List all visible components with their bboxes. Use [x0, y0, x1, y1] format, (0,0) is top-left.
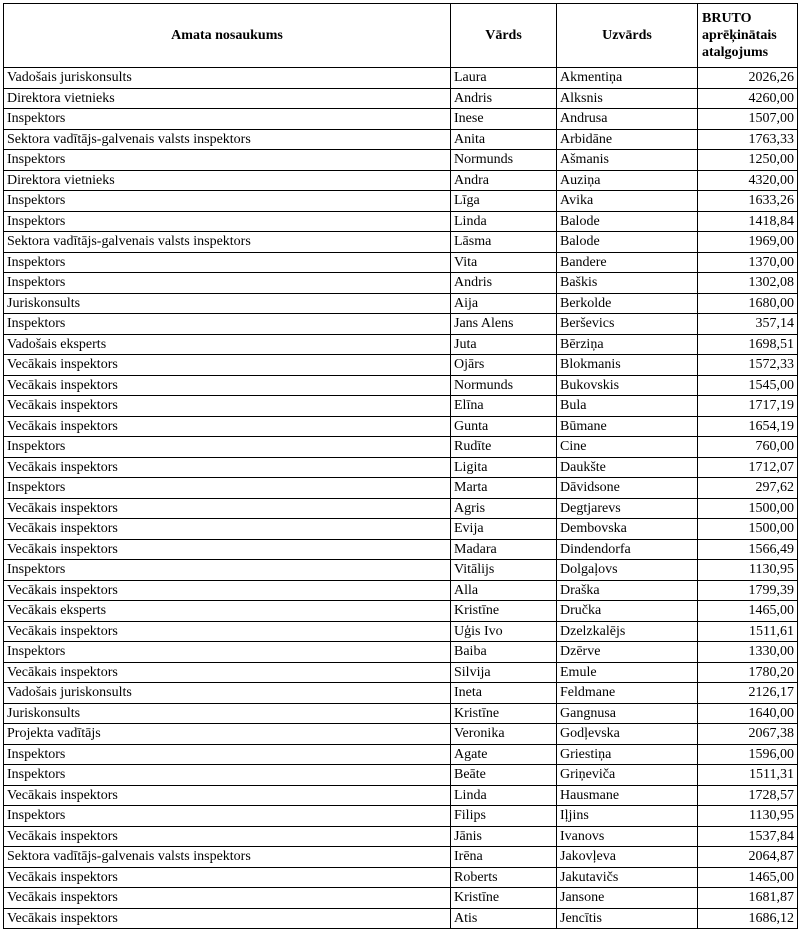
last-name-cell: Dručka: [557, 601, 698, 622]
table-row: [4, 621, 798, 642]
table-row: [4, 437, 798, 458]
first-name-cell: Anita: [451, 129, 557, 150]
first-name-cell: Lāsma: [451, 232, 557, 253]
salary-cell: 1780,20: [698, 662, 798, 683]
table-row: [4, 806, 798, 827]
position-cell: Inspektors: [4, 109, 451, 130]
first-name-cell: Vita: [451, 252, 557, 273]
first-name-cell: Normunds: [451, 375, 557, 396]
table-row: [4, 170, 798, 191]
salary-cell: 1465,00: [698, 867, 798, 888]
table-row: [4, 252, 798, 273]
table-row: [4, 191, 798, 212]
position-cell: Projekta vadītājs: [4, 724, 451, 745]
first-name-cell: Beāte: [451, 765, 557, 786]
table-row: [4, 744, 798, 765]
salary-cell: 2026,26: [698, 68, 798, 89]
first-name-cell: Baiba: [451, 642, 557, 663]
salary-cell: 1633,26: [698, 191, 798, 212]
table-row: [4, 560, 798, 581]
last-name-cell: Daukšte: [557, 457, 698, 478]
last-name-cell: Balode: [557, 211, 698, 232]
position-cell: Vecākais inspektors: [4, 888, 451, 909]
last-name-cell: Dindendorfa: [557, 539, 698, 560]
last-name-cell: Alksnis: [557, 88, 698, 109]
first-name-cell: Agris: [451, 498, 557, 519]
salary-table: [3, 3, 798, 929]
first-name-cell: Atis: [451, 908, 557, 929]
table-row: [4, 396, 798, 417]
first-name-cell: Veronika: [451, 724, 557, 745]
salary-cell: 1681,87: [698, 888, 798, 909]
salary-cell: 1130,95: [698, 560, 798, 581]
salary-cell: 2126,17: [698, 683, 798, 704]
table-row: [4, 293, 798, 314]
position-cell: Vecākais inspektors: [4, 396, 451, 417]
last-name-cell: Dāvidsone: [557, 478, 698, 499]
position-cell: Inspektors: [4, 211, 451, 232]
position-cell: Sektora vadītājs-galvenais valsts inspektors: [4, 129, 451, 150]
last-name-cell: Blokmanis: [557, 355, 698, 376]
last-name-cell: Jansone: [557, 888, 698, 909]
position-cell: Vecākais inspektors: [4, 580, 451, 601]
last-name-cell: Berkolde: [557, 293, 698, 314]
position-cell: Vecākais inspektors: [4, 662, 451, 683]
header-first-name: Vārds: [451, 4, 557, 68]
first-name-cell: Juta: [451, 334, 557, 355]
salary-cell: 4260,00: [698, 88, 798, 109]
header-salary: [698, 4, 798, 68]
salary-cell: 2067,38: [698, 724, 798, 745]
first-name-cell: Inese: [451, 109, 557, 130]
last-name-cell: Arbidāne: [557, 129, 698, 150]
first-name-cell: Kristīne: [451, 601, 557, 622]
table-row: [4, 765, 798, 786]
position-cell: Inspektors: [4, 560, 451, 581]
position-cell: Vecākais inspektors: [4, 785, 451, 806]
salary-cell: 1799,39: [698, 580, 798, 601]
table-row: [4, 457, 798, 478]
table-row: [4, 662, 798, 683]
last-name-cell: Bukovskis: [557, 375, 698, 396]
salary-cell: 1596,00: [698, 744, 798, 765]
last-name-cell: Ivanovs: [557, 826, 698, 847]
position-cell: Inspektors: [4, 642, 451, 663]
last-name-cell: Balode: [557, 232, 698, 253]
position-cell: Juriskonsults: [4, 703, 451, 724]
first-name-cell: Madara: [451, 539, 557, 560]
first-name-cell: Ligita: [451, 457, 557, 478]
header-salary-line2: aprēķinātais: [702, 28, 777, 43]
position-cell: Inspektors: [4, 191, 451, 212]
position-cell: Vecākais inspektors: [4, 355, 451, 376]
last-name-cell: Degtjarevs: [557, 498, 698, 519]
first-name-cell: Uģis Ivo: [451, 621, 557, 642]
first-name-cell: Silvija: [451, 662, 557, 683]
table-row: [4, 580, 798, 601]
position-cell: Inspektors: [4, 273, 451, 294]
last-name-cell: Iļjins: [557, 806, 698, 827]
position-cell: Inspektors: [4, 437, 451, 458]
salary-cell: 1572,33: [698, 355, 798, 376]
last-name-cell: Ašmanis: [557, 150, 698, 171]
table-row: [4, 683, 798, 704]
salary-cell: 1511,31: [698, 765, 798, 786]
table-row: [4, 519, 798, 540]
header-salary-line3: atalgojums: [702, 45, 769, 60]
first-name-cell: Vitālijs: [451, 560, 557, 581]
last-name-cell: Akmentiņa: [557, 68, 698, 89]
table-row: [4, 498, 798, 519]
table-row: [4, 211, 798, 232]
position-cell: Inspektors: [4, 744, 451, 765]
first-name-cell: Filips: [451, 806, 557, 827]
table-row: [4, 273, 798, 294]
first-name-cell: Alla: [451, 580, 557, 601]
position-cell: Vadošais juriskonsults: [4, 68, 451, 89]
salary-cell: 1680,00: [698, 293, 798, 314]
position-cell: Inspektors: [4, 314, 451, 335]
last-name-cell: Dembovska: [557, 519, 698, 540]
position-cell: Direktora vietnieks: [4, 88, 451, 109]
salary-cell: 1418,84: [698, 211, 798, 232]
position-cell: Vecākais inspektors: [4, 621, 451, 642]
position-cell: Vadošais eksperts: [4, 334, 451, 355]
last-name-cell: Emule: [557, 662, 698, 683]
position-cell: Juriskonsults: [4, 293, 451, 314]
table-row: [4, 867, 798, 888]
position-cell: Vecākais inspektors: [4, 539, 451, 560]
header-last-name: Uzvārds: [557, 4, 698, 68]
position-cell: Inspektors: [4, 252, 451, 273]
position-cell: Vecākais eksperts: [4, 601, 451, 622]
first-name-cell: Linda: [451, 211, 557, 232]
position-cell: Inspektors: [4, 806, 451, 827]
salary-cell: 1302,08: [698, 273, 798, 294]
salary-cell: 1654,19: [698, 416, 798, 437]
first-name-cell: Kristīne: [451, 703, 557, 724]
last-name-cell: Godļevska: [557, 724, 698, 745]
first-name-cell: Roberts: [451, 867, 557, 888]
position-cell: Direktora vietnieks: [4, 170, 451, 191]
salary-cell: 1500,00: [698, 519, 798, 540]
first-name-cell: Ineta: [451, 683, 557, 704]
first-name-cell: Marta: [451, 478, 557, 499]
first-name-cell: Andris: [451, 273, 557, 294]
table-header-row: [4, 4, 798, 68]
last-name-cell: Andrusa: [557, 109, 698, 130]
table-row: [4, 601, 798, 622]
last-name-cell: Dzērve: [557, 642, 698, 663]
position-cell: Vecākais inspektors: [4, 867, 451, 888]
salary-cell: 1698,51: [698, 334, 798, 355]
salary-cell: 1545,00: [698, 375, 798, 396]
salary-cell: 1686,12: [698, 908, 798, 929]
first-name-cell: Linda: [451, 785, 557, 806]
salary-cell: 1640,00: [698, 703, 798, 724]
salary-cell: 4320,00: [698, 170, 798, 191]
table-row: [4, 888, 798, 909]
first-name-cell: Jānis: [451, 826, 557, 847]
table-row: [4, 88, 798, 109]
salary-cell: 357,14: [698, 314, 798, 335]
first-name-cell: Līga: [451, 191, 557, 212]
last-name-cell: Dzelzkalējs: [557, 621, 698, 642]
salary-cell: 1250,00: [698, 150, 798, 171]
table-row: [4, 478, 798, 499]
last-name-cell: Gangnusa: [557, 703, 698, 724]
table-row: [4, 150, 798, 171]
first-name-cell: Elīna: [451, 396, 557, 417]
last-name-cell: Bandere: [557, 252, 698, 273]
salary-cell: 1763,33: [698, 129, 798, 150]
first-name-cell: Normunds: [451, 150, 557, 171]
position-cell: Sektora vadītājs-galvenais valsts inspektors: [4, 232, 451, 253]
salary-cell: 1717,19: [698, 396, 798, 417]
salary-cell: 1500,00: [698, 498, 798, 519]
first-name-cell: Laura: [451, 68, 557, 89]
last-name-cell: Būmane: [557, 416, 698, 437]
salary-cell: 1511,61: [698, 621, 798, 642]
salary-cell: 1330,00: [698, 642, 798, 663]
position-cell: Inspektors: [4, 150, 451, 171]
last-name-cell: Avika: [557, 191, 698, 212]
position-cell: Vecākais inspektors: [4, 498, 451, 519]
table-row: [4, 847, 798, 868]
first-name-cell: Gunta: [451, 416, 557, 437]
table-row: [4, 826, 798, 847]
table-row: [4, 539, 798, 560]
last-name-cell: Feldmane: [557, 683, 698, 704]
table-row: [4, 232, 798, 253]
last-name-cell: Baškis: [557, 273, 698, 294]
salary-cell: 1969,00: [698, 232, 798, 253]
table-row: [4, 334, 798, 355]
salary-cell: 1728,57: [698, 785, 798, 806]
header-salary-line1: BRUTO: [702, 11, 752, 26]
table-row: [4, 642, 798, 663]
salary-cell: 1370,00: [698, 252, 798, 273]
table-row: [4, 724, 798, 745]
first-name-cell: Rudīte: [451, 437, 557, 458]
position-cell: Vecākais inspektors: [4, 375, 451, 396]
position-cell: Inspektors: [4, 765, 451, 786]
last-name-cell: Cine: [557, 437, 698, 458]
last-name-cell: Bula: [557, 396, 698, 417]
first-name-cell: Evija: [451, 519, 557, 540]
last-name-cell: Jakovļeva: [557, 847, 698, 868]
table-row: [4, 355, 798, 376]
salary-cell: 1537,84: [698, 826, 798, 847]
salary-cell: 1130,95: [698, 806, 798, 827]
first-name-cell: Agate: [451, 744, 557, 765]
table-row: [4, 703, 798, 724]
position-cell: Vecākais inspektors: [4, 457, 451, 478]
position-cell: Inspektors: [4, 478, 451, 499]
table-row: [4, 314, 798, 335]
last-name-cell: Berševics: [557, 314, 698, 335]
last-name-cell: Griņeviča: [557, 765, 698, 786]
table-body: [4, 68, 798, 929]
first-name-cell: Ojārs: [451, 355, 557, 376]
salary-cell: 1465,00: [698, 601, 798, 622]
first-name-cell: Jans Alens: [451, 314, 557, 335]
position-cell: Vecākais inspektors: [4, 416, 451, 437]
last-name-cell: Jakutavičs: [557, 867, 698, 888]
last-name-cell: Bērziņa: [557, 334, 698, 355]
table-row: [4, 416, 798, 437]
table-row: [4, 375, 798, 396]
last-name-cell: Draška: [557, 580, 698, 601]
salary-cell: 1712,07: [698, 457, 798, 478]
first-name-cell: Irēna: [451, 847, 557, 868]
table-row: [4, 129, 798, 150]
salary-cell: 1566,49: [698, 539, 798, 560]
position-cell: Vadošais juriskonsults: [4, 683, 451, 704]
header-position: Amata nosaukums: [4, 4, 451, 68]
position-cell: Vecākais inspektors: [4, 908, 451, 929]
table-row: [4, 68, 798, 89]
table-row: [4, 785, 798, 806]
last-name-cell: Auziņa: [557, 170, 698, 191]
last-name-cell: Jencītis: [557, 908, 698, 929]
position-cell: Vecākais inspektors: [4, 826, 451, 847]
last-name-cell: Dolgaļovs: [557, 560, 698, 581]
first-name-cell: Kristīne: [451, 888, 557, 909]
salary-cell: 2064,87: [698, 847, 798, 868]
last-name-cell: Griestiņa: [557, 744, 698, 765]
position-cell: Vecākais inspektors: [4, 519, 451, 540]
salary-cell: 760,00: [698, 437, 798, 458]
position-cell: Sektora vadītājs-galvenais valsts inspektors: [4, 847, 451, 868]
first-name-cell: Andra: [451, 170, 557, 191]
table-row: [4, 908, 798, 929]
salary-cell: 1507,00: [698, 109, 798, 130]
table-row: [4, 109, 798, 130]
salary-cell: 297,62: [698, 478, 798, 499]
last-name-cell: Hausmane: [557, 785, 698, 806]
first-name-cell: Andris: [451, 88, 557, 109]
first-name-cell: Aija: [451, 293, 557, 314]
